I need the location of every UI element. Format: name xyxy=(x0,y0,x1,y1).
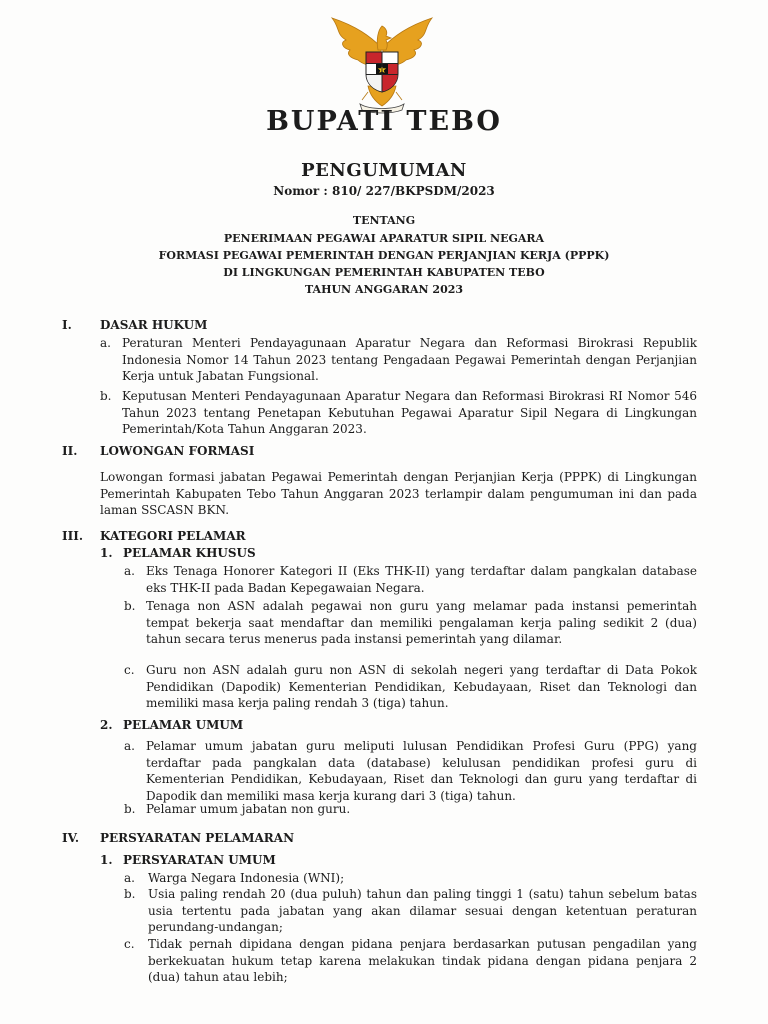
subsection-number: 1. xyxy=(100,853,113,867)
list-marker: a. xyxy=(124,871,135,885)
list-item-text: Guru non ASN adalah guru non ASN di sekolah negeri yang terdaftar di Data Pokok Pendidikan (Dapodik) Kementerian Pendidikan, Kebudayaan, Riset dan Teknologi dan memiliki masa kerja paling rendah 3 (tiga) tahun. xyxy=(146,663,697,710)
list-item-text: Keputusan Menteri Pendayagunaan Aparatur Negara dan Reformasi Birokrasi RI Nomor 546 Tahun 2023 tentang Penetapan Kebutuhan Pegawai Aparatur Sipil Negara di Lingkungan Pemerintah/Kota Tahun Anggaran 2023. xyxy=(122,389,697,436)
list-item xyxy=(100,388,697,438)
list-marker: c. xyxy=(124,663,135,677)
section-heading-kategori-pelamar xyxy=(62,529,246,543)
list-item-text: Eks Tenaga Honorer Kategori II (Eks THK-II) yang terdaftar dalam pangkalan database eks THK-II pada Badan Kepegawaian Negara. xyxy=(146,564,697,595)
section-heading-lowongan-formasi xyxy=(62,444,254,458)
list-item-text: Tenaga non ASN adalah pegawai non guru yang melamar pada instansi pemerintah tempat bekerja saat mendaftar dan memiliki pengalaman kerja paling sedikit 2 (dua) tahun secara terus menerus pada instansi pemerintah yang dilamar. xyxy=(146,599,697,646)
section-number: I. xyxy=(62,318,72,332)
list-item-text: Warga Negara Indonesia (WNI); xyxy=(148,871,345,885)
subsection-title: PERSYARATAN UMUM xyxy=(123,853,276,867)
list-item xyxy=(124,870,697,887)
subsection-heading-pelamar-umum xyxy=(100,718,243,732)
list-marker: b. xyxy=(124,599,136,613)
subsection-number: 2. xyxy=(100,718,113,732)
section-title: DASAR HUKUM xyxy=(100,318,208,332)
list-marker: a. xyxy=(124,564,135,578)
document-type: PENGUMUMAN xyxy=(301,160,467,181)
list-item xyxy=(124,936,697,986)
section-heading-persyaratan-pelamaran xyxy=(62,831,294,845)
section-title: LOWONGAN FORMASI xyxy=(100,444,255,458)
list-item xyxy=(124,886,697,936)
section-number: IV. xyxy=(62,831,80,845)
subsection-title: PELAMAR KHUSUS xyxy=(123,546,256,560)
list-item-text: Peraturan Menteri Pendayagunaan Aparatur Negara dan Reformasi Birokrasi Republik Indonesia Nomor 14 Tahun 2023 tentang Pengadaan Pegawai Pemerintah dengan Perjanjian Kerja untuk Jabatan Fungsional. xyxy=(122,336,697,383)
subject-line: TAHUN ANGGARAN 2023 xyxy=(304,283,464,296)
list-item xyxy=(124,662,697,712)
list-item xyxy=(124,598,697,648)
subject-line: PENERIMAAN PEGAWAI APARATUR SIPIL NEGARA xyxy=(223,232,545,245)
list-item-text: Pelamar umum jabatan non guru. xyxy=(146,802,351,816)
section-title: PERSYARATAN PELAMARAN xyxy=(100,831,295,845)
list-marker: a. xyxy=(100,336,111,350)
list-item-text: Pelamar umum jabatan guru meliputi lulusan Pendidikan Profesi Guru (PPG) yang terdaftar pada pangkalan data (database) kelulusan pendidikan profesi guru di Kementerian Pendidikan, Kebudayaan, Riset dan Teknologi dan guru yang terdaftar di Dapodik dan memiliki masa kerja kurang dari 3 (tiga) tahun. xyxy=(146,739,697,803)
section-number: II. xyxy=(62,444,78,458)
garuda-emblem-icon xyxy=(318,14,446,114)
subsection-heading-pelamar-khusus xyxy=(100,546,256,560)
list-marker: b. xyxy=(124,802,136,816)
subject-line: FORMASI PEGAWAI PEMERINTAH DENGAN PERJANJIAN KERJA (PPPK) xyxy=(158,249,610,262)
section-heading-dasar-hukum xyxy=(62,318,207,332)
list-item-text: Tidak pernah dipidana dengan pidana penjara berdasarkan putusan pengadilan yang berkekuatan hukum tetap karena melakukan tindak pidana dengan pidana penjara 2 (dua) tahun atau lebih; xyxy=(148,937,697,984)
document-number: Nomor : 810/ 227/BKPSDM/2023 xyxy=(273,184,495,198)
section-number: III. xyxy=(62,529,84,543)
list-item xyxy=(124,563,697,596)
list-marker: a. xyxy=(124,739,135,753)
list-marker: c. xyxy=(124,937,135,951)
subsection-number: 1. xyxy=(100,546,113,560)
list-marker: b. xyxy=(124,887,136,901)
list-item-text: Usia paling rendah 20 (dua puluh) tahun dan paling tinggi 1 (satu) tahun sebelum batas usia tertentu pada jabatan yang akan dilamar sesuai dengan ketentuan peraturan perundang-undangan; xyxy=(148,887,697,934)
subsection-title: PELAMAR UMUM xyxy=(123,718,244,732)
subsection-heading-persyaratan-umum xyxy=(100,853,276,867)
list-item xyxy=(124,801,697,818)
list-item xyxy=(100,335,697,385)
official-title: BUPATI TEBO xyxy=(266,106,502,137)
subject-line: DI LINGKUNGAN PEMERINTAH KABUPATEN TEBO xyxy=(223,266,545,279)
section-title: KATEGORI PELAMAR xyxy=(100,529,246,543)
list-item xyxy=(124,738,697,804)
about-label: TENTANG xyxy=(352,214,416,227)
section-paragraph: Lowongan formasi jabatan Pegawai Pemerintah dengan Perjanjian Kerja (PPPK) di Lingkungan Pemerintah Kabupaten Tebo Tahun Anggaran 2023 terlampir dalam pengumuman ini dan pada laman SSCASN BKN. xyxy=(100,470,697,517)
list-marker: b. xyxy=(100,389,112,403)
